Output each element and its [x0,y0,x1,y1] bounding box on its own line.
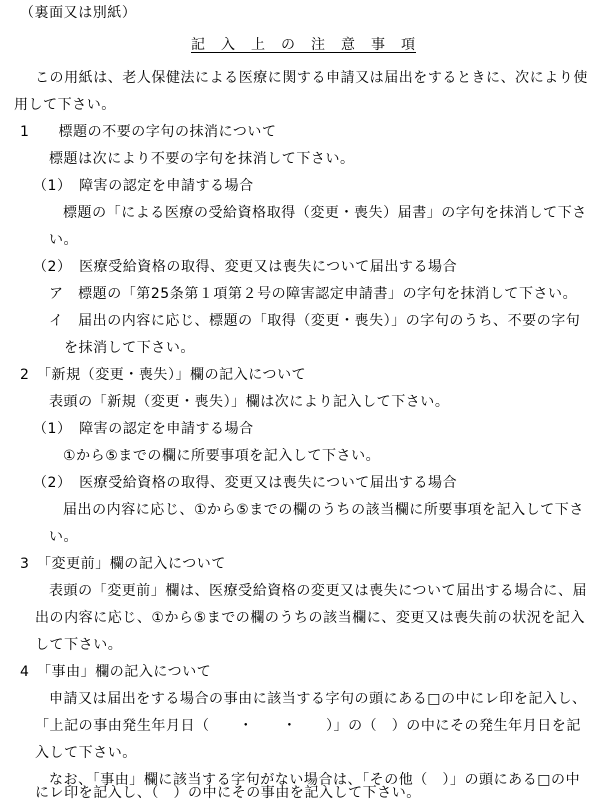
section-1-subitem-i-2: を抹消して下さい。 [64,340,195,356]
section-3-heading: 3 「変更前」欄の記入について [20,556,226,572]
section-1-subitem-i-1: イ 届出の内容に応じ、標題の「取得（変更・喪失）」の字句のうち、不要の字句 [49,313,581,329]
section-2-body: 表頭の「新規（変更・喪失）」欄は次により記入して下さい。 [49,394,450,410]
title-text: 記 入 上 の 注 意 事 項 [191,37,416,53]
section-1-heading: 1 標題の不要の字句の抹消について [20,124,277,140]
section-1-item-2-label: （2） 医療受給資格の取得、変更又は喪失について届出する場合 [33,259,458,275]
section-4-body-2: 「上記の事由発生年月日（ ・ ・ ）」の（ ）の中にその発生年月日を記 [35,718,581,734]
section-1-item-1-text-2: い。 [49,232,79,248]
section-1-item-1-text-1: 標題の「による医療の受給資格取得（変更・喪失）届書」の字句を抹消して下さ [63,205,587,221]
header-note: （裏面又は別紙） [20,5,137,21]
section-1-subitem-a: ア 標題の「第25条第１項第２号の障害認定申請書」の字句を抹消して下さい。 [49,286,578,302]
section-4-body-1: 申請又は届出をする場合の事由に該当する字句の頭にある□の中にレ印を記入し、 [49,691,587,707]
section-4-body-4: なお、「事由」欄に該当する字句がない場合は、「その他（ ）」の頭にある□の中 [49,772,581,788]
section-3-body-1: 表頭の「変更前」欄は、医療受給資格の変更又は喪失について届出する場合に、届 [49,583,588,599]
page-title [0,34,607,54]
section-4-body-3: 入して下さい。 [35,745,137,761]
section-2-item-1-text: ①から⑤までの欄に所要事項を記入して下さい。 [63,448,381,464]
intro-line-1: この用紙は、老人保健法による医療に関する申請又は届出をするときに、次により使 [35,70,588,86]
section-1-body: 標題は次により不要の字句を抹消して下さい。 [49,151,355,167]
intro-line-2: 用して下さい。 [14,97,116,113]
section-2-item-2-text-2: い。 [49,529,79,545]
section-1-item-1-label: （1） 障害の認定を申請する場合 [33,178,254,194]
section-4-body-5: にレ印を記入し、（ ）の中にその事由を記入して下さい。 [35,785,421,801]
section-2-item-2-label: （2） 医療受給資格の取得、変更又は喪失について届出する場合 [33,475,458,491]
section-4-heading: 4 「事由」欄の記入について [20,664,212,680]
section-2-item-2-text-1: 届出の内容に応じ、①から⑤までの欄のうちの該当欄に所要事項を記入して下さ [63,502,584,518]
section-3-body-2: 出の内容に応じ、①から⑤までの欄のうちの該当欄に、変更又は喪失前の状況を記入 [35,610,585,626]
section-2-heading: 2 「新規（変更・喪失）」欄の記入について [20,367,307,383]
section-2-item-1-label: （1） 障害の認定を申請する場合 [33,421,254,437]
section-3-body-3: して下さい。 [35,637,123,653]
